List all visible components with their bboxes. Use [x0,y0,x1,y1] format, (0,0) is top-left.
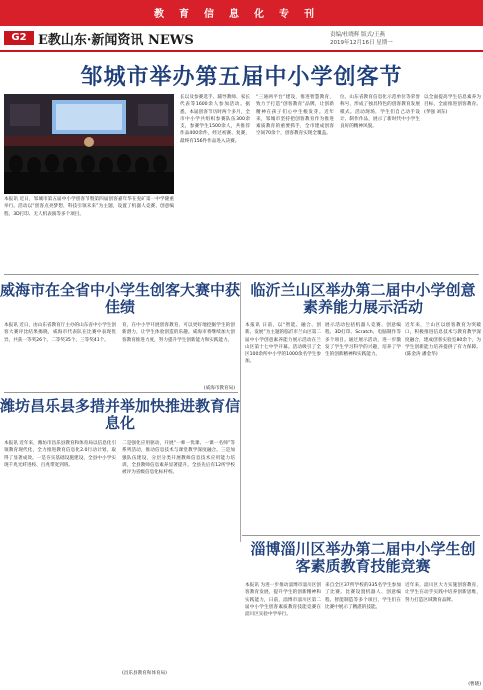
article1-headline: 威海市在全省中小学生创客大赛中获佳绩 [0,281,241,316]
article3-column-2: 二是强化应用驱动，开展“一师一优课、一课一名师”等系列活动，推动信息技术与课堂教学深度融合。三是加强队伍建设，分层分类开展教师信息技术应用能力培训，全县教师信息素养显著提升。全县先后有12所学校被评为省级信息化标杆校。 [122,441,235,476]
stage-photo-illustration [4,94,174,194]
article3-author: (昌乐县教育和体育局) [122,671,167,676]
date-line: 2019年12月16日 星期一 [330,40,393,46]
section-divider [4,392,238,393]
article4-column-2: 来自全区37所学校的335名学生参加了比赛。比赛设置机器人、创意编程、智能制造等多个项目，学生们在比赛中展示了精湛的技能。 [325,583,401,610]
article1-column-2: 育，在中小学开展创客教育，可以更好地挖掘学生的创新潜力，让学生体验创造的乐趣。威海市将继续加大创客教育推进力度，努力提升学生创新能力和实践能力。 [122,323,235,343]
photo-caption: 本报讯 近日，邹城市第五届中小学创客节暨第四届创客嘉年华在兖矿第一中学隆重举行。活动以“创客点亮梦想，科技引领未来”为主题，设置了机器人竞赛、创意编程、3D打印、无人机表演等多个项目。 [4,197,174,217]
section-divider [242,535,480,536]
lead-column-3: 位，山东省教育信息化示范单位等荣誉称号，形成了独具特色的创客教育发展模式。活动现场，学生们自己动手设计、制作作品，展示了新时代中小学生良好的精神风貌。 [340,95,420,130]
lead-column-4: 以全面提高学生信息素养为目标，全面推进创客教育。(孝强 刘东) [424,95,481,115]
lead-headline: 邹城市举办第五届中小学创客节 [80,65,403,90]
article2-column-2: 展示活动包括机器人竞赛、创意编程、3D打印、Scratch、电脑制作等多个项目。通过展示活动，进一步激发了学生学习科学的兴趣，培养了学生的创新精神和实践能力。 [325,323,401,358]
paper-name: E教山东·新闻资讯 NEWS [38,33,194,48]
article4-column-1: 本报讯 为进一步推动淄博市淄川区创客教育发展，提升学生的创新精神和实践能力，日前，淄博市淄川区第二届中小学生创客素质教育技能竞赛在淄川区实验中学举行。 [245,583,321,618]
article3-headline: 潍坊昌乐县多措并举加快推进教育信息化 [0,397,241,432]
article4-headline: 淄博淄川区举办第二届中小学生创客素质教育技能竞赛 [250,540,476,575]
header-divider [0,50,483,52]
column-divider [240,282,241,542]
page-number-badge: G2 [4,31,34,45]
lead-column-2: “三通两平台”建设，推进智慧教育，致力于打造“创客教育”品牌，让创新精神在孩子们心中生根发芽。近年来，邹城市坚持把创客教育作为推进素质教育的重要抓手，全市建成创客空间70余个，创客教育实现全覆盖。 [256,95,334,137]
article2-column-3: 近年来，兰山区以创客教育为突破口，积极推进信息技术与教育教学深度融合，建成创客实验室80余个，为学生创新能力培养提供了有力保障。(陈金涛 潘金华) [405,323,481,358]
lead-column-1: 长以及参赛选手、辅导教师、家长代表等1600余人参加活动。据悉，本届创客节历时两个多月，全市中小学共组织参赛队伍300余支，参赛学生1500余人，共推荐作品400余件，经过初赛、复赛，最终有156件作品进入决赛。 [180,95,250,144]
article4-column-3: 近年来，淄川区大力实施创客教育，让学生在动手实践中培养创新思维，努力打造区域教育品牌。 [405,583,481,603]
article4-author: (曹晓) [468,682,481,687]
lead-photo [4,94,174,194]
article2-column-1: 本报讯 日前，以“智能、融合、创新、发展”为主题的临沂市兰山区第二届中小学创意素养能力展示活动在兰山区第十七中学开幕。活动吸引了全区100余所中小学的1000余名学生参加。 [245,323,321,365]
section-title: 教育信息化专刊 [154,9,329,20]
section-divider [4,274,479,275]
article2-headline: 临沂兰山区举办第二届中小学创意素养能力展示活动 [250,281,476,316]
article1-author: (威海市教育局) [203,386,235,391]
editor-line: 责编/杜晓辉 版式/王燕 [330,32,385,38]
article1-column-1: 本报讯 近日，由山东省教育厅主办的山东省中小学生创客大赛评比结果揭晓，威海市代表队在比赛中表现优异，共获一等奖26个、二等奖35个、三等奖41个。 [4,323,116,343]
article3-column-1: 本报讯 近年来，潍坊市昌乐县教育和体育局以信息化引领教育现代化，全力推进教育信息化2.0行动计划，取得了显著成效。一是夯实基础设施建设，全县中小学实现千兆光纤进校、百兆带宽到班。 [4,441,116,468]
